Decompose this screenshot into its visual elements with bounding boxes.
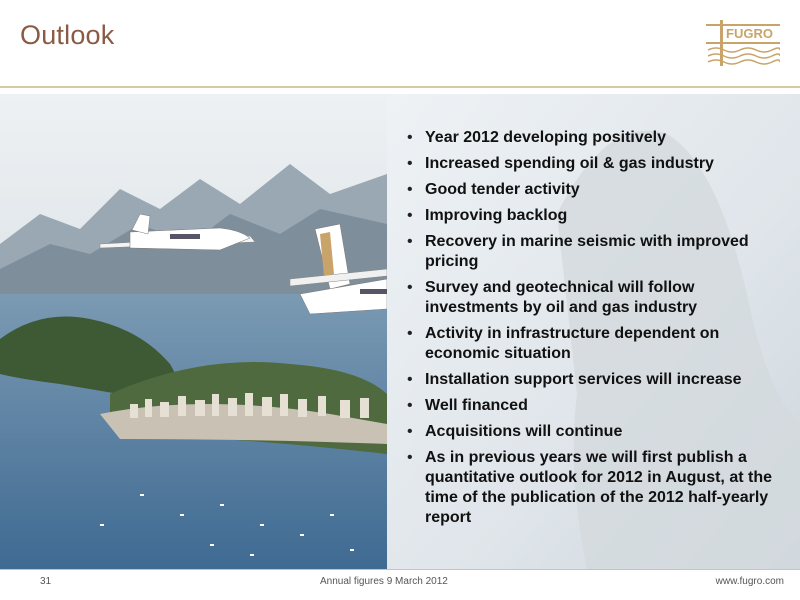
slide-header <box>0 0 800 88</box>
aerial-photo-rio-planes <box>0 94 387 569</box>
svg-text:FUGRO: FUGRO <box>726 26 773 41</box>
list-item: • Recovery in marine seismic with improved pricing <box>407 232 787 272</box>
list-item: • Installation support services will increase <box>407 370 787 390</box>
list-item: • Year 2012 developing positively <box>407 128 787 148</box>
outlook-content <box>387 94 800 569</box>
list-item: • Acquisitions will continue <box>407 422 787 442</box>
list-item: • Survey and geotechnical will follow investments by oil and gas industry <box>407 278 787 318</box>
list-item: • Good tender activity <box>407 180 787 200</box>
footer-date-label: Annual figures 9 March 2012 <box>320 576 448 587</box>
fugro-logo-icon <box>706 18 780 70</box>
list-item: • Well financed <box>407 396 787 416</box>
list-item: • Increased spending oil & gas industry <box>407 154 787 174</box>
fugro-logo <box>706 18 780 70</box>
slide-footer <box>0 574 800 594</box>
list-item: • As in previous years we will first publish a quantitative outlook for 2012 in August, at the time of the publication of the 2012 half-yearly report <box>407 448 787 528</box>
list-item: • Improving backlog <box>407 206 787 226</box>
footer-divider <box>0 569 800 570</box>
header-divider <box>0 86 800 88</box>
list-item: • Activity in infrastructure dependent on economic situation <box>407 324 787 364</box>
slide-title: Outlook <box>20 20 115 50</box>
bullet-list <box>407 128 787 534</box>
page-number: 31 <box>40 576 52 587</box>
footer-url: www.fugro.com <box>715 576 784 587</box>
